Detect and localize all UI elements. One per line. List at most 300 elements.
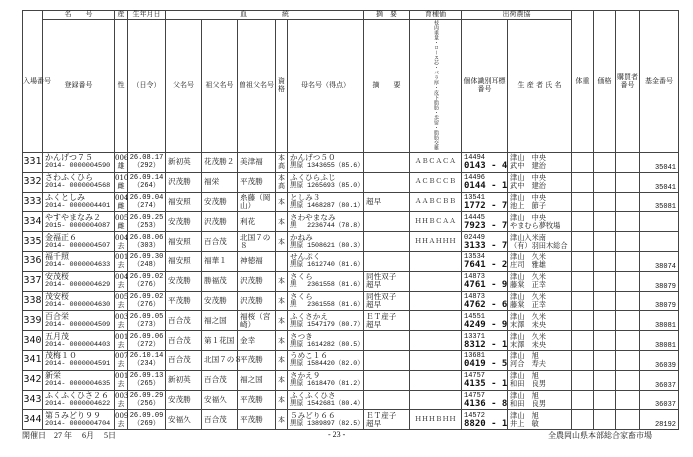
- weight: [572, 331, 594, 351]
- greatgrandfather-name: [238, 410, 276, 430]
- father-text: 福安照: [168, 256, 191, 266]
- producer: [508, 192, 572, 212]
- sex-text: 去: [117, 241, 125, 250]
- fund-number-text: 38081: [654, 341, 676, 350]
- fund-number: [640, 153, 679, 173]
- ear-tag-number: 7923 - 7: [464, 220, 508, 231]
- buyer-number: [616, 410, 640, 430]
- qualification-text: 本: [278, 316, 285, 325]
- birth-date: [128, 212, 166, 232]
- ear-tag-prefix: 02449: [464, 233, 486, 242]
- ear-tag-number: 8312 - 1: [464, 339, 508, 350]
- mother-name: [288, 350, 364, 370]
- entry-number: [23, 212, 43, 232]
- weight: [572, 370, 594, 390]
- birth-text: 26.09.02: [129, 273, 164, 282]
- birth-text: （269）: [133, 419, 160, 428]
- mother-score: 黒原 1547179（80.7）: [290, 320, 364, 328]
- producer: [508, 251, 572, 271]
- buyer-number: [616, 212, 640, 232]
- mother-score: 黒原 1614282（80.5）: [290, 340, 364, 348]
- ear-tag: [462, 271, 508, 291]
- weight: [572, 192, 594, 212]
- qualification: [276, 370, 288, 390]
- mother-name: [288, 192, 364, 212]
- ear-tag-prefix: 13534: [464, 253, 486, 262]
- birth-text: 26.09.02: [129, 292, 164, 301]
- buyer-number: [616, 350, 640, 370]
- name-and-reg: [43, 350, 115, 370]
- catalog-rows: [23, 153, 679, 430]
- registration-number: 2014- 0000004401: [45, 201, 111, 210]
- mother-name: [288, 271, 364, 291]
- birth-text: （273）: [133, 320, 160, 329]
- qualification: [276, 291, 288, 311]
- greatgrandfather-name: [238, 172, 276, 192]
- mother-score: 黒原 1508621（80.3）: [290, 241, 364, 249]
- birth-text: （264）: [133, 182, 160, 191]
- header-qualification: 資格: [276, 19, 288, 153]
- sex: [115, 410, 128, 430]
- fund-number-text: 36037: [654, 381, 676, 390]
- birth-text: 26.09.13: [129, 372, 164, 381]
- weight: [572, 291, 594, 311]
- birth-text: （248）: [133, 261, 160, 270]
- coop-name: 津山 中央: [510, 153, 546, 163]
- buyer-number: [616, 331, 640, 351]
- name-and-reg: [43, 232, 115, 252]
- remarks: [364, 212, 410, 232]
- animal-name: 安茂桜: [45, 272, 69, 282]
- greatgrandfather-name: [238, 331, 276, 351]
- animal-name: かんげつ７５: [45, 153, 93, 163]
- registration-number: 2014- 0000004630: [45, 300, 111, 309]
- mother-name: [288, 212, 364, 232]
- fund-number-text: 35041: [654, 183, 676, 192]
- mother-text: ５みどり６６: [290, 410, 336, 420]
- entry-number: [23, 311, 43, 331]
- mother-score: 黒原 1468287（80.1）: [290, 201, 364, 209]
- producer-name: 末澤 未央: [510, 339, 546, 349]
- header-price: 価格: [594, 11, 616, 153]
- father-name: [166, 232, 202, 252]
- table-row: [23, 390, 679, 410]
- coop-name: 津山 久米: [510, 252, 546, 262]
- grandfather-text: 福栄: [204, 177, 220, 187]
- mother-name: [288, 410, 364, 430]
- table-row: [23, 311, 679, 331]
- birth-text: 26.09.29: [129, 391, 164, 400]
- table-row: [23, 251, 679, 271]
- grandfather-name: [202, 390, 238, 410]
- sex: [115, 251, 128, 271]
- footer-date: 開催日 27 年 6月 5日: [22, 431, 116, 440]
- father-text: 安茂勝: [168, 276, 191, 286]
- name-and-reg: [43, 271, 115, 291]
- price: [594, 370, 616, 390]
- father-name: [166, 212, 202, 232]
- ear-tag-number: 3133 - 7: [464, 240, 508, 251]
- ear-tag: [462, 410, 508, 430]
- birth-date: [128, 390, 166, 410]
- birth-date: [128, 153, 166, 173]
- header-name: 名 号: [43, 11, 115, 20]
- producer-name: 藤棠 正幸: [510, 299, 546, 309]
- grandfather-text: 第１花国: [204, 335, 235, 345]
- table-row: [23, 232, 679, 252]
- birth-text: 26.09.25: [129, 213, 164, 222]
- birth-text: 26.09.04: [129, 193, 164, 202]
- producer-name: 武中 建治: [510, 181, 546, 191]
- entry-number-text: 341: [23, 354, 42, 366]
- birth-text: （292）: [133, 162, 160, 171]
- breeding-value: [410, 271, 462, 291]
- header-breeding-sub: [410, 19, 462, 153]
- breeding-value: [410, 410, 462, 430]
- animal-name: ふくふくひさ２６: [45, 390, 109, 400]
- father-name: [166, 331, 202, 351]
- greatgrandfather-text: 平茂勝: [240, 414, 263, 424]
- weight: [572, 232, 594, 252]
- greatgrandfather-text: 金幸: [240, 335, 256, 345]
- entry-number-text: 339: [23, 314, 42, 326]
- ear-tag-prefix: 14496: [464, 174, 486, 183]
- fund-number: [640, 192, 679, 212]
- qualification: [276, 251, 288, 271]
- ear-tag-prefix: 14572: [464, 411, 486, 420]
- coop-name: 津山 中央: [510, 192, 546, 202]
- table-row: [23, 331, 679, 351]
- father-text: 百合茂: [168, 335, 191, 345]
- remarks: [364, 390, 410, 410]
- producer: [508, 291, 572, 311]
- qualification: [276, 350, 288, 370]
- qualification: [276, 331, 288, 351]
- birth-text: 26.09.06: [129, 332, 164, 341]
- grandfather-text: 百合茂: [204, 414, 227, 424]
- table-row: [23, 410, 679, 430]
- header-buyer: 購買者番号: [616, 11, 640, 153]
- qualification-text: 本: [278, 376, 285, 385]
- ear-tag-number: 4762 - 6: [464, 299, 508, 310]
- ear-tag-prefix: 14551: [464, 312, 486, 321]
- fund-number-text: 35081: [654, 203, 676, 212]
- grandfather-name: [202, 172, 238, 192]
- price: [594, 390, 616, 410]
- animal-name: 百合栄: [45, 311, 69, 321]
- grandfather-name: [202, 212, 238, 232]
- fund-number: [640, 291, 679, 311]
- coop-name: 津山 旭: [510, 410, 539, 420]
- grandfather-text: 花茂勝２: [204, 157, 235, 167]
- fund-number: [640, 410, 679, 430]
- mother-text: うめこ１６: [290, 351, 328, 361]
- father-name: [166, 153, 202, 173]
- breeding-value: [410, 232, 462, 252]
- birth-date: [128, 172, 166, 192]
- birth-text: （265）: [133, 380, 160, 389]
- grandfather-name: [202, 331, 238, 351]
- greatgrandfather-name: [238, 370, 276, 390]
- registration-number: 2014- 0000004591: [45, 360, 111, 369]
- mother-score: 黒原 1612740（81.6）: [290, 261, 364, 269]
- remarks-text: ＥＴ産子: [366, 311, 397, 321]
- remarks: [364, 291, 410, 311]
- price: [594, 251, 616, 271]
- header-weight: 体重: [572, 11, 594, 153]
- breeding-value: [410, 212, 462, 232]
- grandfather-text: 安茂勝: [204, 196, 227, 206]
- producer: [508, 271, 572, 291]
- qualification-text: 本: [278, 237, 285, 246]
- coop-name: 津山 旭: [510, 390, 539, 400]
- birth-text: （276）: [133, 281, 160, 290]
- mother-text: さくら: [290, 272, 313, 282]
- entry-number-text: 333: [23, 195, 42, 207]
- producer: [508, 172, 572, 192]
- father-text: 百合茂: [168, 355, 191, 365]
- buyer-number: [616, 153, 640, 173]
- greatgrandfather-text: 福之国: [240, 375, 263, 385]
- greatgrandfather-text: 福桜（宮崎）: [240, 311, 271, 329]
- qualification-text: 本: [278, 277, 285, 286]
- ear-tag-prefix: 13371: [464, 332, 486, 341]
- animal-name: 金福正６: [45, 232, 77, 242]
- animal-name: 第５みどり９９: [45, 410, 101, 420]
- qualification-text: 本: [278, 336, 285, 345]
- sex-text: 去: [117, 281, 125, 290]
- ear-tag: [462, 172, 508, 192]
- father-name: [166, 192, 202, 212]
- birth-text: （274）: [133, 201, 160, 210]
- header-row-top: [23, 11, 679, 20]
- ear-tag: [462, 350, 508, 370]
- breeding-value: [410, 172, 462, 192]
- entry-number-text: 332: [23, 176, 42, 188]
- producer-name: （有）羽田木総合: [510, 240, 568, 250]
- footer-page: - 23 -: [328, 430, 346, 439]
- birth-date: [128, 291, 166, 311]
- buyer-number: [616, 390, 640, 410]
- breeding-value: [410, 370, 462, 390]
- ear-tag-prefix: 14494: [464, 154, 486, 163]
- mother-name: [288, 370, 364, 390]
- father-text: 新初英: [168, 157, 191, 167]
- entry-number-text: 344: [23, 413, 42, 425]
- father-name: [166, 410, 202, 430]
- weight: [572, 212, 594, 232]
- coop-name: 津山 旭: [510, 351, 539, 361]
- birth-text: 26.09.05: [129, 312, 164, 321]
- name-and-reg: [43, 311, 115, 331]
- entry-number: [23, 271, 43, 291]
- father-name: [166, 291, 202, 311]
- remarks-text: 超早: [366, 196, 382, 206]
- grandfather-name: [202, 232, 238, 252]
- father-text: 安福久: [168, 414, 191, 424]
- buyer-number: [616, 232, 640, 252]
- name-and-reg: [43, 410, 115, 430]
- header-lineage: 血 統: [166, 11, 364, 20]
- grandfather-name: [202, 350, 242, 370]
- birth-text: （256）: [133, 399, 160, 408]
- coop-name: 津山 久米: [510, 311, 546, 321]
- sex-text: 003: [115, 312, 129, 321]
- entry-number: [23, 172, 43, 192]
- ear-tag: [462, 291, 508, 311]
- sex-text: 去: [117, 360, 125, 369]
- greatgrandfather-text: 沢茂勝: [240, 276, 263, 286]
- table-row: [23, 172, 679, 192]
- weight: [572, 390, 594, 410]
- qualification-text: 本: [278, 395, 285, 404]
- birth-date: [128, 271, 166, 291]
- fund-number: [640, 350, 679, 370]
- qualification-text: 本: [278, 217, 285, 226]
- remarks-text: ＥＴ産子: [366, 410, 397, 420]
- weight: [572, 410, 594, 430]
- ear-tag-number: 4136 - 8: [464, 398, 508, 409]
- weight: [572, 350, 594, 370]
- breeding-value-text: ＡＡＢＣＢＢ: [414, 197, 457, 205]
- animal-name: 五月茂: [45, 331, 69, 341]
- header-ear-tag: 個体識別耳標番号: [462, 19, 508, 153]
- sex-text: 007: [115, 352, 129, 361]
- animal-name: やすやまなみ２: [45, 212, 101, 222]
- breeding-value: [410, 350, 462, 370]
- sex-text: 010: [115, 174, 129, 183]
- ear-tag-number: 0419 - 5: [464, 359, 508, 370]
- entry-number-text: 335: [23, 235, 42, 247]
- table-row: [23, 350, 679, 370]
- father-text: 百合茂: [168, 315, 191, 325]
- greatgrandfather-name: [238, 350, 276, 370]
- producer-name: 末澤 未央: [510, 319, 546, 329]
- mother-text: せんぷく: [290, 252, 321, 262]
- breeding-value: [410, 251, 462, 271]
- breeding-value-text: ＨＨＢＣＡＡ: [414, 217, 457, 225]
- ear-tag-number: 0144 - 1: [464, 181, 508, 192]
- price: [594, 350, 616, 370]
- registration-number: 2014- 0000004635: [45, 380, 111, 389]
- remarks: [364, 410, 410, 430]
- registration-number: 2014- 0000004403: [45, 340, 111, 349]
- ear-tag-number: 0143 - 4: [464, 161, 508, 172]
- qualification-text: 本: [278, 174, 285, 183]
- remarks: [364, 350, 410, 370]
- price: [594, 331, 616, 351]
- sex-text: 雄: [117, 162, 125, 171]
- sex-text: 006: [115, 154, 129, 163]
- sex-text: 去: [117, 419, 125, 428]
- header-father: 父名号: [166, 19, 202, 153]
- header-mother: 母名号（得点）: [288, 19, 364, 153]
- coop-name: 津山 中央: [510, 173, 546, 183]
- mother-score: 黒原 1618470（81.2）: [290, 380, 364, 388]
- registration-number: 2014- 0000004622: [45, 399, 111, 408]
- qualification: [276, 390, 288, 410]
- father-text: 安茂勝: [168, 394, 191, 404]
- ear-tag-number: 8820 - 1: [464, 418, 508, 429]
- father-name: [166, 350, 202, 370]
- entry-number: [23, 192, 43, 212]
- ear-tag: [462, 232, 508, 252]
- producer-name: 井上 敏: [510, 418, 539, 428]
- fund-number-text: 36039: [654, 361, 676, 370]
- buyer-number: [616, 172, 640, 192]
- qualification-text: 本: [278, 197, 285, 206]
- producer: [508, 212, 572, 232]
- grandfather-name: [202, 311, 238, 331]
- producer: [508, 331, 572, 351]
- birth-text: （303）: [133, 241, 160, 250]
- sex: [115, 192, 128, 212]
- mother-text: かんげつ５０: [290, 153, 336, 163]
- ear-tag: [462, 370, 508, 390]
- entry-number-text: 336: [23, 255, 42, 267]
- father-text: 沢茂勝: [168, 177, 191, 187]
- ear-tag-number: 4761 - 9: [464, 280, 508, 291]
- entry-number: [23, 331, 43, 351]
- producer: [508, 350, 572, 370]
- mother-score: 黒 2236744（78.8）: [290, 221, 364, 229]
- mother-score: 黒原 1389897（82.5）: [290, 419, 364, 427]
- fund-number-text: 28192: [654, 421, 676, 430]
- remarks: [364, 192, 410, 212]
- grandfather-name: [202, 251, 238, 271]
- greatgrandfather-text: 糸藤（岡山）: [240, 192, 271, 210]
- mother-name: [288, 390, 364, 410]
- father-name: [166, 172, 202, 192]
- name-and-reg: [43, 212, 115, 232]
- ear-tag: [462, 212, 508, 232]
- sex-text: 001: [115, 253, 129, 262]
- entry-number-text: 340: [23, 334, 42, 346]
- name-and-reg: [43, 172, 115, 192]
- footer-org: 全農岡山県本部総合家畜市場: [548, 431, 652, 440]
- sex-text: 003: [115, 391, 129, 400]
- header-sex: 性: [115, 19, 128, 153]
- remarks-text: 超早: [366, 319, 382, 329]
- breeding-value-text: ＨＨＨＢＨＨ: [414, 415, 457, 423]
- producer: [508, 311, 572, 331]
- breeding-value: [410, 291, 462, 311]
- producer-name: 庄司 雅雄: [510, 260, 546, 270]
- birth-date: [128, 192, 166, 212]
- fund-number-text: 38079: [654, 282, 676, 291]
- fund-number: [640, 390, 679, 410]
- breeding-value-text: ＡＢＣＡＣＡ: [414, 158, 457, 166]
- header-fund: 基金番号: [640, 11, 679, 153]
- weight: [572, 172, 594, 192]
- mother-score: 黒 2361558（81.6）: [290, 281, 364, 289]
- qualification: [276, 153, 288, 173]
- buyer-number: [616, 251, 640, 271]
- mother-name: [288, 251, 364, 271]
- father-text: 安茂勝: [168, 216, 191, 226]
- sex-text: 001: [115, 332, 129, 341]
- ear-tag: [462, 331, 508, 351]
- header-remarks: 摘 要: [364, 11, 410, 20]
- price: [594, 311, 616, 331]
- ear-tag-number: 1772 - 7: [464, 200, 508, 211]
- header-entry-no: 入場番号: [23, 11, 43, 153]
- ear-tag-prefix: 14873: [464, 292, 486, 301]
- breeding-columns-label: 枝肉重量・ロース芯・バラ厚・皮下脂肪・歩留・脂肪交雑: [433, 19, 439, 150]
- name-and-reg: [43, 331, 115, 351]
- qualification-text: 高: [278, 162, 285, 171]
- entry-number: [23, 153, 43, 173]
